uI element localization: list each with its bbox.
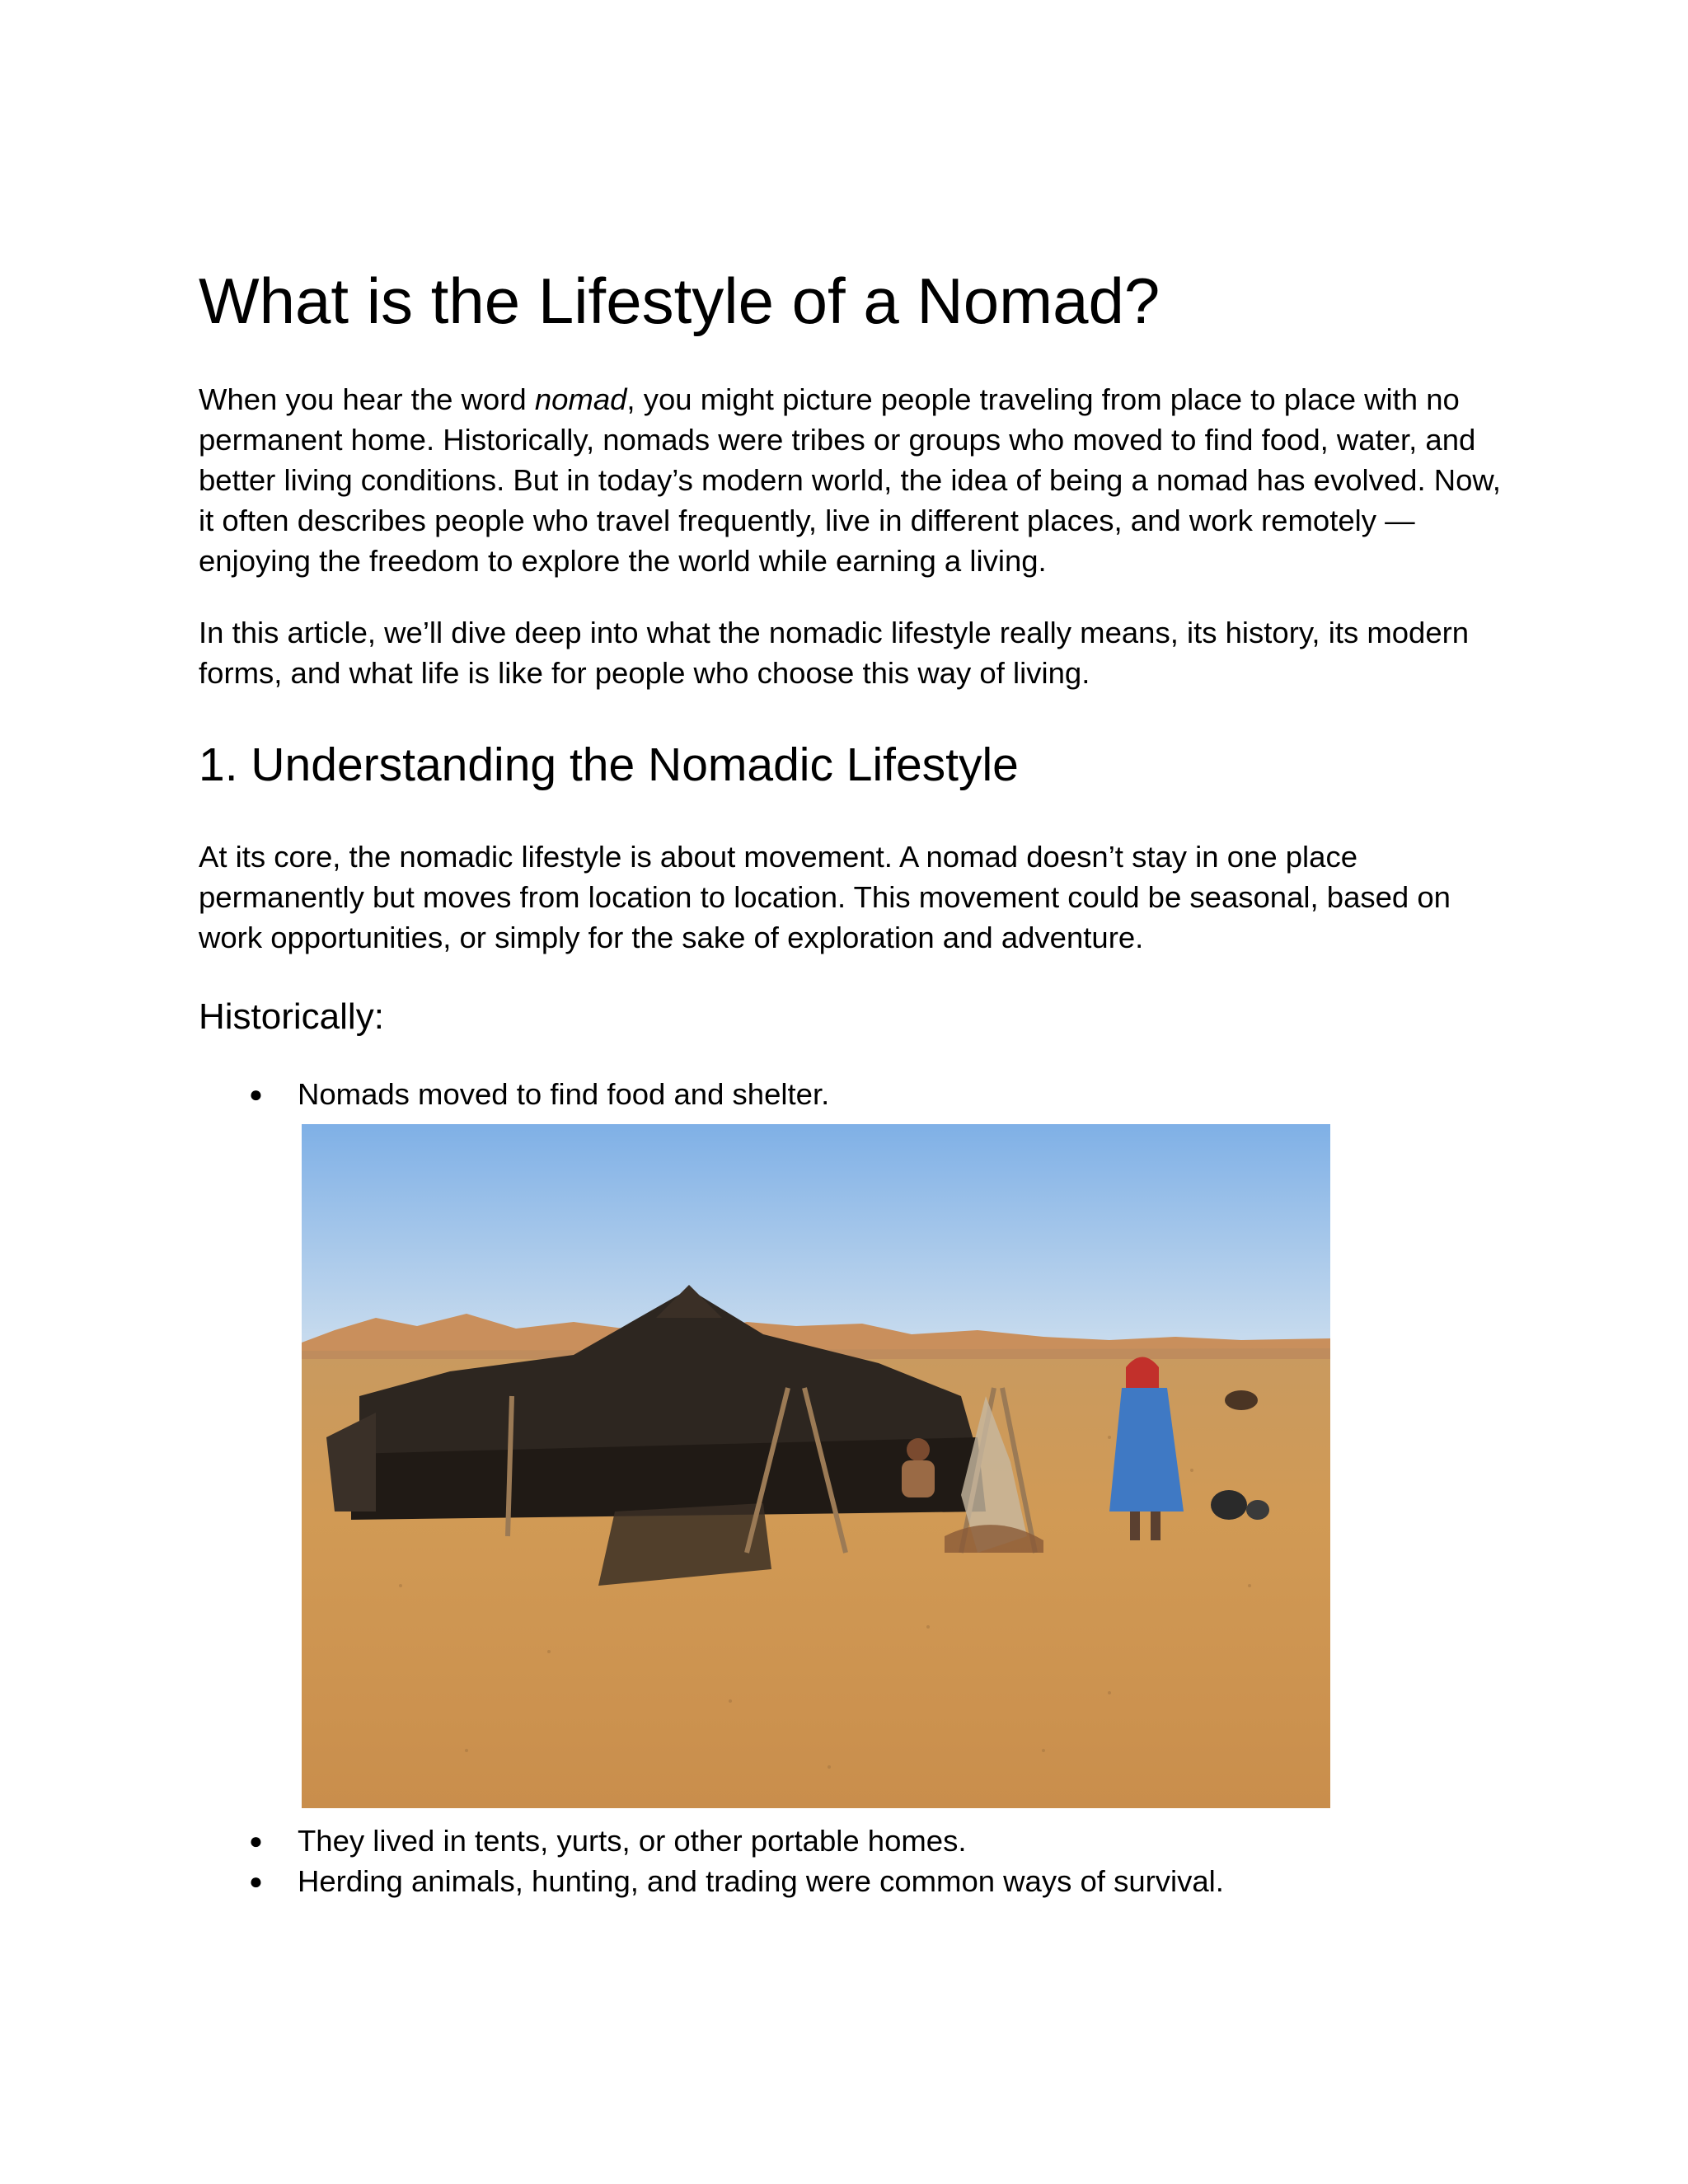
section-paragraph: At its core, the nomadic lifestyle is about movement. A nomad doesn’t stay in one place permanently but moves from location to location. This movement could be seasonal, based on work opportunities, or simply for the sake of exploration and adventure.	[199, 840, 1451, 954]
bullet-icon: ●	[249, 1868, 263, 1894]
list-item	[199, 1074, 1501, 1114]
seated-person-head	[907, 1438, 930, 1461]
list-item-text: They lived in tents, yurts, or other portable homes.	[298, 1824, 967, 1858]
intro-emphasis-nomad: nomad	[534, 382, 627, 416]
subheading-historically: Historically:	[199, 996, 384, 1037]
bullet-list-bottom	[199, 1821, 1501, 1901]
standing-person-legs	[1130, 1511, 1140, 1540]
intro-paragraph-2: In this article, we’ll dive deep into what the nomadic lifestyle really means, its history, its modern forms, and what life is like for people who choose this way of living.	[199, 616, 1470, 690]
intro-text-before: When you hear the word	[199, 382, 535, 416]
intro-paragraph-1	[199, 379, 1501, 581]
list-item-text: Nomads moved to find food and shelter.	[298, 1077, 830, 1111]
list-item	[199, 1821, 1501, 1861]
page-title: What is the Lifestyle of a Nomad?	[199, 265, 1160, 337]
bullet-icon: ●	[249, 1081, 263, 1107]
distant-object	[1225, 1390, 1258, 1410]
nomad-tent-photo	[302, 1124, 1330, 1808]
section-heading: 1. Understanding the Nomadic Lifestyle	[199, 738, 1019, 791]
list-item	[199, 1861, 1501, 1901]
cooking-pot	[1211, 1490, 1247, 1520]
seated-person-body	[902, 1460, 935, 1497]
bullet-list-top	[199, 1074, 1501, 1114]
list-item-text: Herding animals, hunting, and trading were common ways of survival.	[298, 1864, 1224, 1898]
sky	[302, 1124, 1330, 1347]
bullet-icon: ●	[249, 1828, 263, 1854]
intro-text-after: , you might picture people traveling from place to place with no permanent home. Historically, nomads were tribes or groups who moved to find food, water, and better living conditions. But in today’s modern world, the idea of being a nomad has evolved. Now, it often describes people who travel frequently, live in different places, and work remotely — enjoying the freedom to explore the world while earning a living.	[199, 382, 1501, 578]
